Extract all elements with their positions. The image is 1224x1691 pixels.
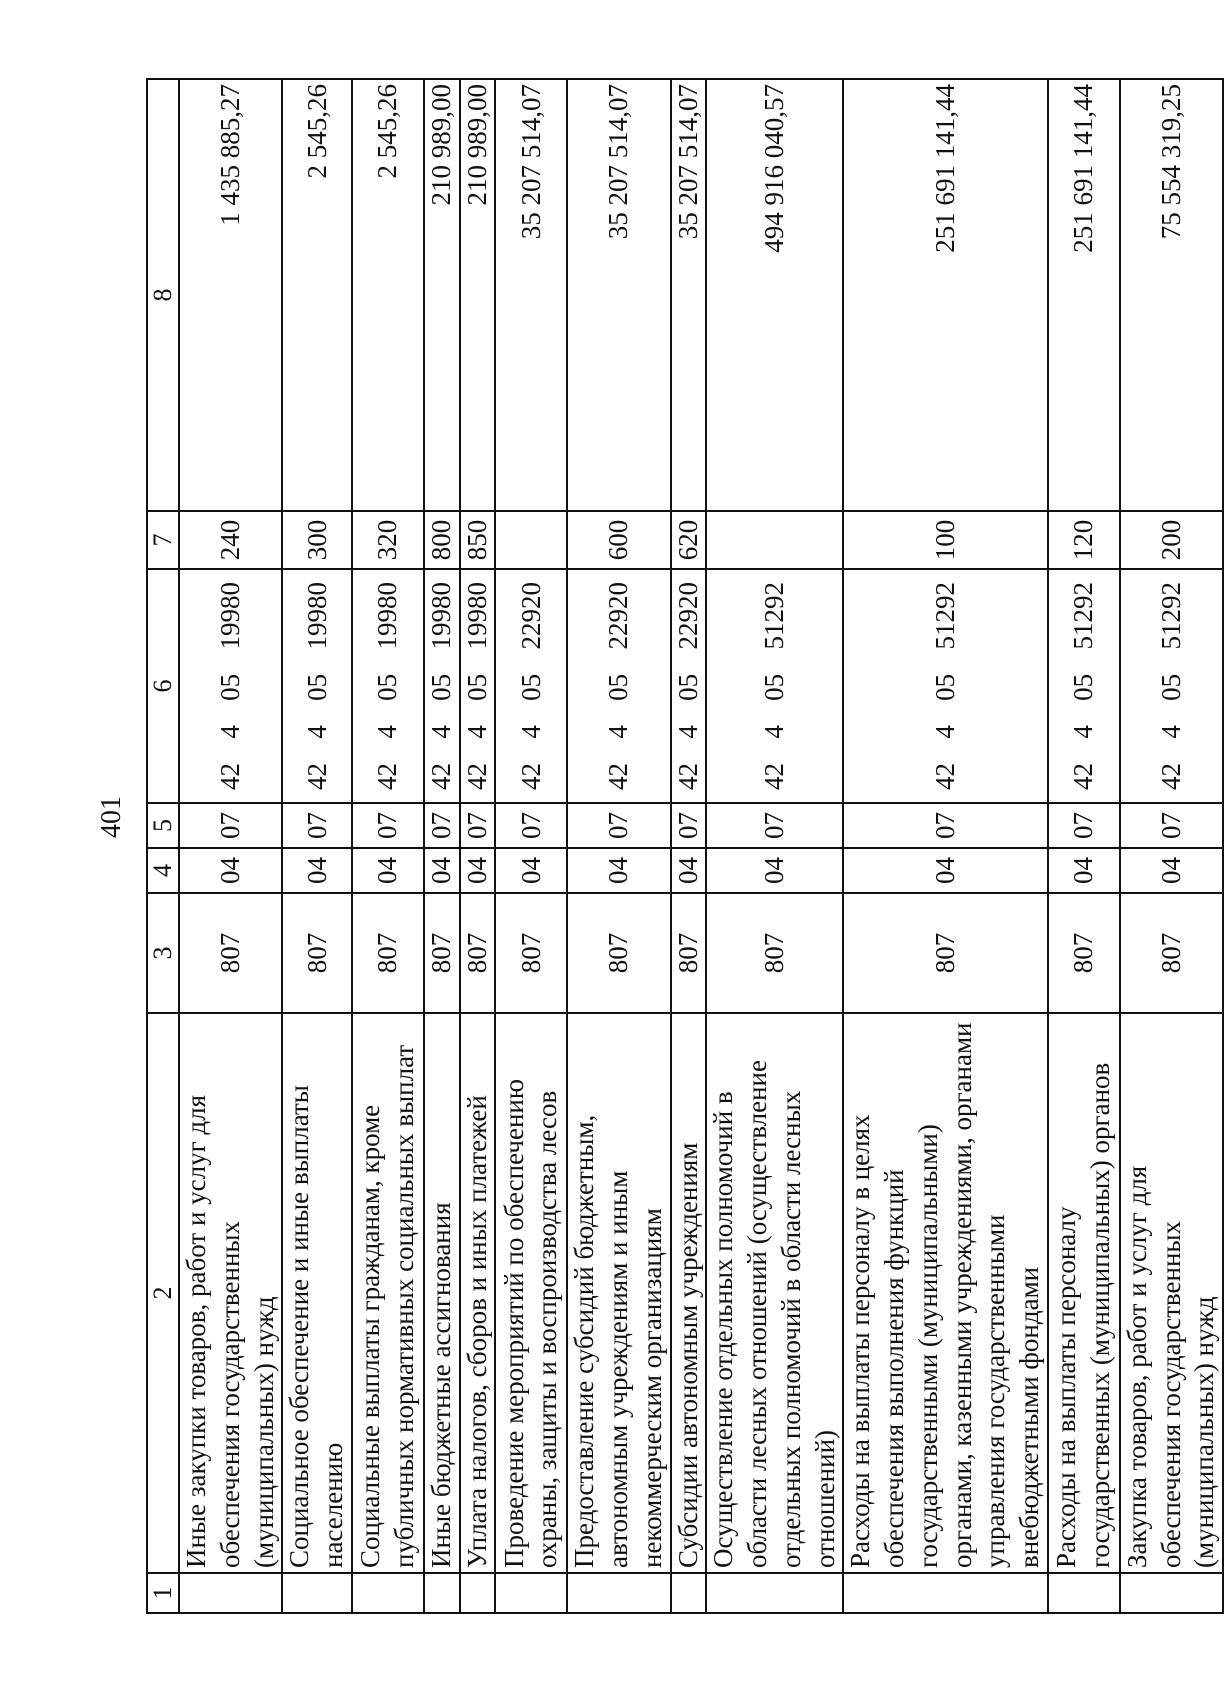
target-article-part: 4: [426, 725, 457, 739]
ministry-code-cell: 807: [671, 893, 707, 1013]
target-article-part: 51292: [759, 582, 790, 650]
description-cell: Социальное обеспечение и иные выплаты населению: [282, 1013, 352, 1573]
table-row: [495, 79, 567, 1613]
code-cell: [1120, 1573, 1223, 1613]
description-cell: Предоставление субсидий бюджетным, автономным учреждениям и иным некоммерческим организациям: [567, 1013, 670, 1573]
target-article-cell: [179, 569, 282, 803]
target-article-part: 4: [930, 725, 960, 739]
target-article-cell: [706, 569, 843, 803]
target-article-part: 4: [372, 725, 403, 739]
ministry-code-cell: 807: [843, 893, 1048, 1013]
expense-type-cell: 620: [671, 511, 707, 569]
target-article-part: 51292: [1155, 582, 1186, 650]
target-article-part: 05: [603, 673, 634, 701]
target-article-part: 42: [1068, 763, 1099, 790]
target-article-part: 42: [426, 763, 457, 790]
header-cell: 6: [147, 569, 179, 803]
target-article-part: 42: [372, 763, 403, 790]
subsection-cell: 07: [282, 803, 352, 848]
section-cell: 04: [567, 848, 670, 893]
table-row: [424, 79, 460, 1613]
description-cell: Иные бюджетные ассигнования: [424, 1013, 460, 1573]
description-cell: Осуществление отдельных полномочий в области лесных отношений (осуществление отдельных полномочий в области лесных отношений): [706, 1013, 843, 1573]
code-cell: [567, 1573, 670, 1613]
description-cell: Уплата налогов, сборов и иных платежей: [460, 1013, 496, 1573]
table-row: [352, 79, 424, 1613]
subsection-cell: 07: [460, 803, 496, 848]
target-article-part: 51292: [1068, 582, 1099, 650]
table-row: [179, 79, 282, 1613]
code-cell: [460, 1573, 496, 1613]
expense-type-cell: 850: [460, 511, 496, 569]
amount-cell: 494 916 040,57: [706, 79, 843, 511]
target-article-part: 4: [1068, 725, 1099, 739]
target-article-cell: [460, 569, 496, 803]
section-cell: 04: [843, 848, 1048, 893]
budget-table: [146, 78, 1224, 1614]
section-cell: 04: [671, 848, 707, 893]
target-article-part: 22920: [672, 582, 703, 650]
expense-type-cell: 600: [567, 511, 670, 569]
target-article-part: 42: [1155, 763, 1186, 790]
target-article-part: 05: [672, 673, 703, 701]
code-cell: [424, 1573, 460, 1613]
target-article-part: 42: [461, 763, 492, 790]
target-article-part: 4: [215, 725, 246, 739]
target-article-part: 05: [759, 673, 790, 701]
ministry-code-cell: 807: [460, 893, 496, 1013]
target-article-part: 19980: [301, 582, 332, 650]
table-row: [1048, 79, 1120, 1613]
target-article-part: 42: [301, 763, 332, 790]
target-article-part: 05: [461, 673, 492, 701]
section-cell: 04: [424, 848, 460, 893]
target-article-part: 42: [515, 763, 546, 790]
ministry-code-cell: 807: [179, 893, 282, 1013]
target-article-part: 05: [215, 673, 246, 701]
target-article-part: 05: [372, 673, 403, 701]
code-cell: [1048, 1573, 1120, 1613]
ministry-code-cell: 807: [424, 893, 460, 1013]
description-cell: Расходы на выплаты персоналу в целях обеспечения выполнения функций государственными (муниципальными) органами, казенными учреждениями, органами управления государственными внебюджетными фондами: [843, 1013, 1048, 1573]
target-article-part: 4: [461, 725, 492, 739]
target-article-part: 42: [759, 763, 790, 790]
expense-type-cell: [706, 511, 843, 569]
table-row: [671, 79, 707, 1613]
target-article-cell: [495, 569, 567, 803]
expense-type-cell: 120: [1048, 511, 1120, 569]
expense-type-cell: 100: [843, 511, 1048, 569]
ministry-code-cell: 807: [706, 893, 843, 1013]
amount-cell: 75 554 319,25: [1120, 79, 1223, 511]
header-cell: 8: [147, 79, 179, 511]
description-cell: Проведение мероприятий по обеспечению охраны, защиты и воспроизводства лесов: [495, 1013, 567, 1573]
section-cell: 04: [179, 848, 282, 893]
subsection-cell: 07: [843, 803, 1048, 848]
header-row: [147, 79, 179, 1613]
section-cell: 04: [495, 848, 567, 893]
subsection-cell: 07: [179, 803, 282, 848]
amount-cell: 35 207 514,07: [495, 79, 567, 511]
target-article-part: 4: [1155, 725, 1186, 739]
target-article-part: 42: [672, 763, 703, 790]
target-article-part: 05: [1155, 673, 1186, 701]
expense-type-cell: 300: [282, 511, 352, 569]
amount-cell: 2 545,26: [282, 79, 352, 511]
subsection-cell: 07: [352, 803, 424, 848]
target-article-part: 4: [301, 725, 332, 739]
target-article-cell: [352, 569, 424, 803]
amount-cell: 210 989,00: [460, 79, 496, 511]
target-article-part: 19980: [426, 582, 457, 650]
expense-type-cell: [495, 511, 567, 569]
table-row: [843, 79, 1048, 1613]
target-article-part: 51292: [930, 582, 960, 650]
ministry-code-cell: 807: [282, 893, 352, 1013]
target-article-part: 42: [603, 763, 634, 790]
code-cell: [179, 1573, 282, 1613]
code-cell: [352, 1573, 424, 1613]
table-row: [282, 79, 352, 1613]
target-article-part: 05: [1068, 673, 1099, 701]
amount-cell: 251 691 141,44: [1048, 79, 1120, 511]
subsection-cell: 07: [424, 803, 460, 848]
target-article-cell: [843, 569, 1048, 803]
ministry-code-cell: 807: [1048, 893, 1120, 1013]
table-row: [706, 79, 843, 1613]
target-article-part: 05: [301, 673, 332, 701]
target-article-part: 05: [515, 673, 546, 701]
page-number: 401: [96, 796, 127, 838]
subsection-cell: 07: [1120, 803, 1223, 848]
table-row: [1120, 79, 1223, 1613]
header-cell: 3: [147, 893, 179, 1013]
target-article-part: 42: [930, 763, 960, 790]
target-article-cell: [282, 569, 352, 803]
target-article-cell: [1048, 569, 1120, 803]
header-cell: 1: [147, 1573, 179, 1613]
target-article-cell: [424, 569, 460, 803]
header-cell: 7: [147, 511, 179, 569]
target-article-cell: [567, 569, 670, 803]
subsection-cell: 07: [1048, 803, 1120, 848]
table-row: [460, 79, 496, 1613]
section-cell: 04: [282, 848, 352, 893]
code-cell: [282, 1573, 352, 1613]
target-article-part: 42: [215, 763, 246, 790]
target-article-part: 19980: [461, 582, 492, 650]
code-cell: [843, 1573, 1048, 1613]
target-article-part: 22920: [603, 582, 634, 650]
description-cell: Иные закупки товаров, работ и услуг для обеспечения государственных (муниципальных) нужд: [179, 1013, 282, 1573]
subsection-cell: 07: [706, 803, 843, 848]
amount-cell: 2 545,26: [352, 79, 424, 511]
header-cell: 2: [147, 1013, 179, 1573]
target-article-part: 4: [603, 725, 634, 739]
section-cell: 04: [460, 848, 496, 893]
header-cell: 5: [147, 803, 179, 848]
section-cell: 04: [1120, 848, 1223, 893]
description-cell: Расходы на выплаты персоналу государственных (муниципальных) органов: [1048, 1013, 1120, 1573]
amount-cell: 210 989,00: [424, 79, 460, 511]
expense-type-cell: 320: [352, 511, 424, 569]
target-article-part: 05: [930, 673, 960, 701]
ministry-code-cell: 807: [352, 893, 424, 1013]
target-article-part: 19980: [215, 582, 246, 650]
section-cell: 04: [352, 848, 424, 893]
ministry-code-cell: 807: [495, 893, 567, 1013]
expense-type-cell: 200: [1120, 511, 1223, 569]
code-cell: [495, 1573, 567, 1613]
description-cell: Закупка товаров, работ и услуг для обеспечения государственных (муниципальных) нужд: [1120, 1013, 1223, 1573]
table-row: [567, 79, 670, 1613]
target-article-part: 4: [759, 725, 790, 739]
code-cell: [706, 1573, 843, 1613]
rotated-table-wrapper: [146, 80, 1220, 1614]
target-article-part: 05: [426, 673, 457, 701]
target-article-part: 4: [515, 725, 546, 739]
subsection-cell: 07: [495, 803, 567, 848]
target-article-part: 19980: [372, 582, 403, 650]
amount-cell: 35 207 514,07: [671, 79, 707, 511]
ministry-code-cell: 807: [567, 893, 670, 1013]
expense-type-cell: 240: [179, 511, 282, 569]
target-article-cell: [1120, 569, 1223, 803]
target-article-part: 4: [672, 725, 703, 739]
amount-cell: 1 435 885,27: [179, 79, 282, 511]
target-article-part: 22920: [515, 582, 546, 650]
header-cell: 4: [147, 848, 179, 893]
section-cell: 04: [1048, 848, 1120, 893]
code-cell: [671, 1573, 707, 1613]
section-cell: 04: [706, 848, 843, 893]
amount-cell: 35 207 514,07: [567, 79, 670, 511]
description-cell: Субсидии автономным учреждениям: [671, 1013, 707, 1573]
description-cell: Социальные выплаты гражданам, кроме публичных нормативных социальных выплат: [352, 1013, 424, 1573]
subsection-cell: 07: [567, 803, 670, 848]
ministry-code-cell: 807: [1120, 893, 1223, 1013]
amount-cell: 251 691 141,44: [843, 79, 1048, 511]
expense-type-cell: 800: [424, 511, 460, 569]
target-article-cell: [671, 569, 707, 803]
subsection-cell: 07: [671, 803, 707, 848]
